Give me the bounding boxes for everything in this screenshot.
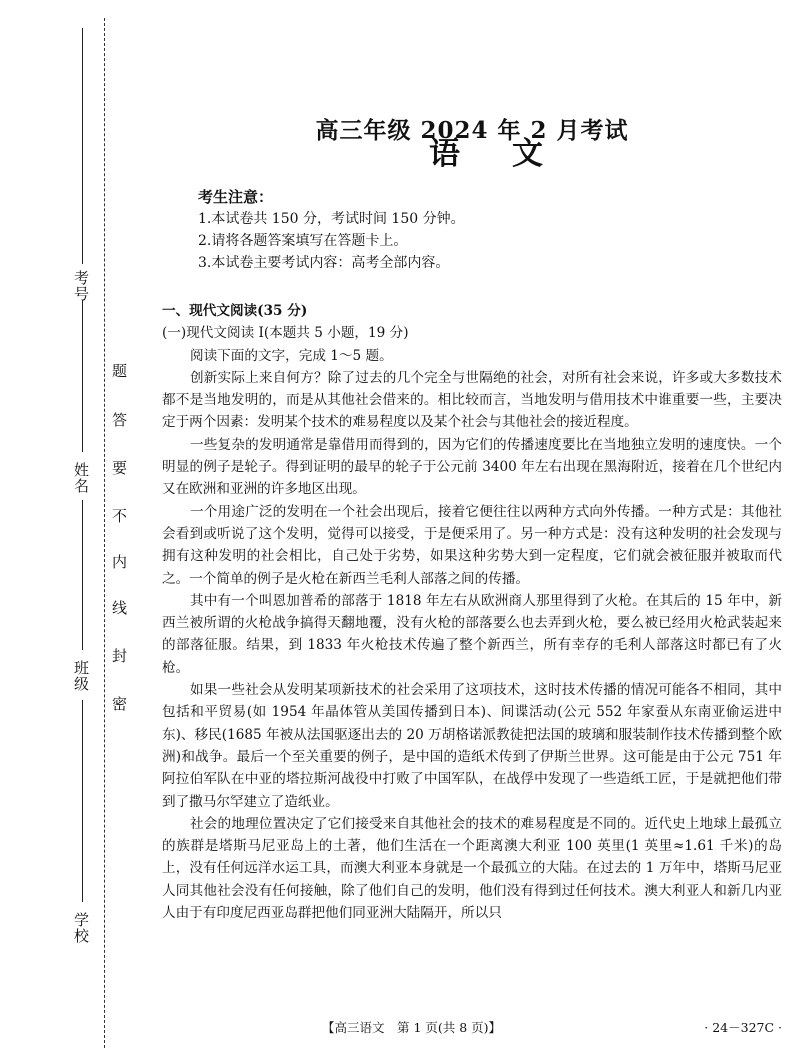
- seal-char-3: 要: [112, 459, 128, 477]
- notice-item: 2.请将各题答案填写在答题卡上。: [198, 233, 408, 249]
- class-line: [82, 500, 83, 650]
- exam-notice: [198, 186, 465, 274]
- class-field[interactable]: [74, 660, 90, 692]
- class-label: 班级: [74, 659, 90, 693]
- exam-number-field[interactable]: [74, 270, 90, 302]
- reading-instruction: 阅读下面的文字，完成 1～5 题。: [190, 347, 393, 364]
- seal-char-7: 封: [112, 647, 128, 665]
- seal-char-8: 密: [112, 695, 128, 713]
- school-line: [82, 700, 83, 902]
- seal-char-1: 题: [112, 362, 128, 380]
- seal-char-4: 不: [112, 507, 128, 525]
- passage-paragraph: 如果一些社会从发明某项新技术的社会采用了这项技术，这时技术传播的情况可能各不相同，其中包括和平贸易(如 1954 年晶体管从美国传播到日本)、间谍活动(公元 552 年家蚕从东南亚偷运进中东)、移民(1685 年被从法国驱逐出去的 20 万胡格诺派教徒把法国的玻璃和服装制作技术传播到整个欧洲)和战争。最后一个至关重要的例子，是中国的造纸术传到了伊斯兰世界。这可能是由于公元 751 年阿拉伯军队在中亚的塔拉斯河战役中打败了中国军队，在战俘中发现了一些造纸工匠，于是就把他们带到了撒马尔罕建立了造纸业。: [162, 682, 782, 810]
- seal-char-6: 线: [112, 599, 128, 617]
- passage-paragraph: 创新实际上来自何方？除了过去的几个完全与世隔绝的社会，对所有社会来说，许多或大多数技术都不是当地发明的，而是从其他社会借来的。相比较而言，当地发明与借用技术中谁重要一些，主要决定于两个因素：发明某个技术的难易程度以及某个社会与其他社会的接近程度。: [162, 369, 782, 431]
- seal-dashed-line: [104, 18, 105, 1048]
- section-title: 一、现代文阅读(35 分): [162, 303, 308, 319]
- seal-char-5: 内: [112, 553, 128, 571]
- notice-item: 3.本试卷主要考试内容：高考全部内容。: [198, 255, 450, 271]
- name-label: 姓名: [74, 461, 90, 495]
- passage-paragraph: 一些复杂的发明通常是靠借用而得到的，因为它们的传播速度要比在当地独立发明的速度快。一个明显的例子是轮子。得到证明的最早的轮子于公元前 3400 年左右出现在黑海附近，接着在几个世纪内又在欧洲和亚洲的许多地区出现。: [162, 436, 782, 498]
- binding-margin: [0, 0, 130, 1058]
- school-field[interactable]: [74, 912, 90, 944]
- subject-title: 语文: [429, 136, 595, 172]
- exam-title: 高三年级 2024 年 2 月考试: [315, 117, 629, 144]
- name-field[interactable]: [74, 462, 90, 494]
- section-subtitle: (一)现代文阅读 I(本题共 5 小题，19 分): [162, 325, 409, 342]
- notice-item: 1.本试卷共 150 分，考试时间 150 分钟。: [198, 211, 465, 227]
- passage-paragraph: 社会的地理位置决定了它们接受来自其他社会的技术的难易程度是不同的。近代史上地球上最孤立的族群是塔斯马尼亚岛上的土著，他们生活在一个距离澳大利亚 100 英里(1 英里≈1.61 千米)的岛上，没有任何远洋水运工具，而澳大利亚本身就是一个最孤立的大陆。在过去的 1 万年中，塔斯马尼亚人同其他社会没有任何接触，除了他们自己的发明，他们没有得到过任何技术。澳大利亚人和新几内亚人由于有印度尼西亚岛群把他们同亚洲大陆隔开，所以只: [162, 815, 782, 922]
- exam-number-line: [82, 28, 83, 264]
- passage-paragraph: 其中有一个叫恩加普希的部落于 1818 年左右从欧洲商人那里得到了火枪。在其后的 15 年中，新西兰被所谓的火枪战争搞得天翻地覆，没有火枪的部落要么也去弄到火枪，要么被已经用火枪武装起来的部落征服。结果，到 1833 年火枪技术传遍了整个新西兰，所有幸存的毛利人部落这时都已有了火枪。: [162, 592, 782, 676]
- notice-title: 考生注意：: [198, 188, 274, 206]
- reading-section: [162, 300, 782, 924]
- name-line: [82, 300, 83, 452]
- exam-number-label: 考号: [74, 269, 90, 303]
- school-label: 学校: [74, 911, 90, 945]
- exam-content: [162, 0, 782, 1058]
- seal-char-2: 答: [112, 411, 128, 429]
- paper-code: · 24－327C ·: [704, 1020, 782, 1035]
- page-label: 【高三语文 第 1 页(共 8 页)】: [322, 1020, 502, 1035]
- passage-paragraph: 一个用途广泛的发明在一个社会出现后，接着它便往往以两种方式向外传播。一种方式是：其他社会看到或听说了这个发明，觉得可以接受，于是便采用了。另一种方式是：没有这种发明的社会发现与拥有这种发明的社会相比，自己处于劣势，如果这种劣势大到一定程度，它们就会被征服并被取而代之。一个简单的例子是火枪在新西兰毛利人部落之间的传播。: [162, 503, 782, 587]
